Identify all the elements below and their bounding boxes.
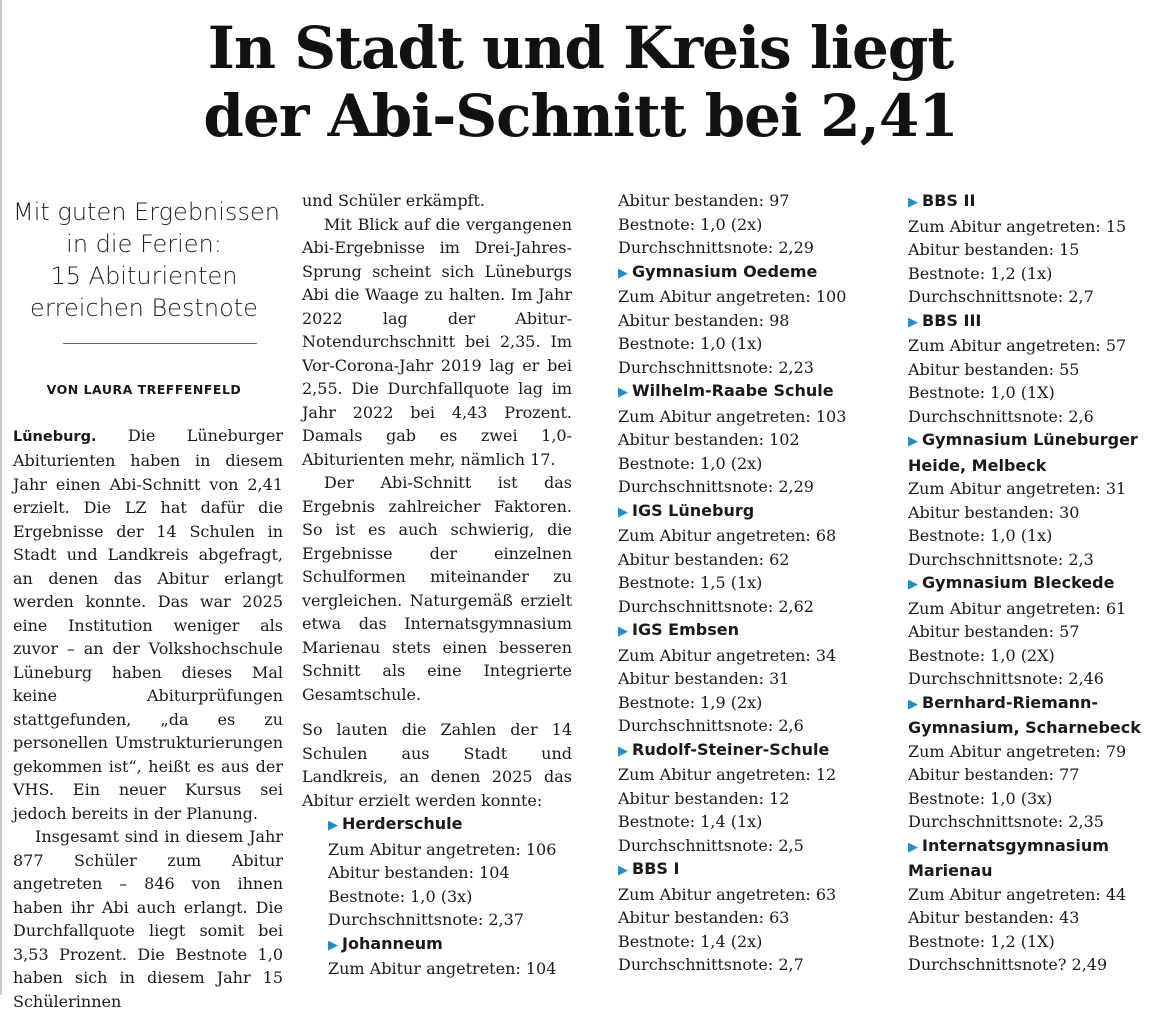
- subhead-line-1: Mit guten Ergebnissen: [13, 198, 280, 226]
- stat-bestnote: Bestnote: 1,0 (1X): [908, 383, 1055, 402]
- paragraph-history: Mit Blick auf die vergangenen Abi-Ergebnisse im Drei-Jahres-Sprung scheint sich Lüneburgs Abi die Waage zu halten. Im Jahr 2022 lag der Abitur-Notendurchschnitt bei 2,35. Im Vor-Corona-Jahr 2019 lag er bei 2,55. Die Durchfallquote lag im Jahr 2022 bei 4,43 Prozent. Damals gab es zwei 1,0-Abiturienten mehr, nämlich 17.: [302, 214, 572, 469]
- arrow-icon: ▶: [618, 863, 628, 878]
- column-1: [13, 196, 283, 1013]
- stat-angetreten: Zum Abitur angetreten: 61: [908, 598, 1127, 618]
- stat-bestnote: Bestnote: 1,4 (1x): [618, 812, 763, 831]
- subhead: [13, 196, 280, 324]
- divider: [63, 343, 257, 344]
- stat-angetreten: Zum Abitur angetreten: 31: [908, 479, 1127, 498]
- stat-bestanden: Abitur bestanden: 62: [618, 549, 790, 569]
- stat-bestnote: Bestnote: 1,0 (2x): [618, 214, 763, 234]
- arrow-icon: ▶: [618, 265, 628, 281]
- school-heading-marienau-line-2: Marienau: [908, 861, 993, 880]
- arrow-icon: ▶: [908, 195, 918, 210]
- stat-bestanden: Abitur bestanden: 63: [618, 908, 790, 927]
- stat-bestnote: Bestnote: 1,0 (1x): [618, 334, 763, 353]
- paragraph-totals-continued: und Schüler erkämpft.: [302, 191, 485, 210]
- stat-schnitt: Durchschnittsnote: 2,23: [618, 357, 814, 377]
- school-heading-heide-line-2: Heide, Melbeck: [908, 455, 1047, 475]
- arrow-icon: ▶: [908, 434, 918, 449]
- stat-schnitt: Durchschnittsnote: 2,6: [618, 716, 804, 735]
- stat-bestanden: Abitur bestanden: 102: [618, 430, 800, 449]
- stat-angetreten: Zum Abitur angetreten: 79: [908, 741, 1127, 761]
- stat-schnitt: Durchschnittsnote: 2,46: [908, 669, 1104, 688]
- school-heading-riemann-line-2: Gymnasium, Scharnebeck: [908, 718, 1141, 737]
- headline-line-1: In Stadt und Kreis liegt: [207, 14, 954, 82]
- stat-bestanden: Abitur bestanden: 77: [908, 765, 1080, 784]
- stat-bestanden: Abitur bestanden: 97: [618, 191, 790, 210]
- stat-angetreten: Zum Abitur angetreten: 44: [908, 884, 1127, 904]
- paragraph-intro: [13, 424, 283, 826]
- stat-schnitt: Durchschnittsnote? 2,49: [908, 955, 1108, 974]
- stat-bestnote: Bestnote: 1,0 (3x): [328, 886, 473, 906]
- stat-bestnote: Bestnote: 1,2 (1x): [908, 263, 1053, 283]
- stat-angetreten: Zum Abitur angetreten: 63: [618, 884, 837, 904]
- stat-bestnote: Bestnote: 1,5 (1x): [618, 573, 763, 592]
- school-heading-bbs2: ▶ BBS II: [908, 191, 976, 210]
- stat-bestanden: Abitur bestanden: 98: [618, 310, 790, 330]
- stat-schnitt: Durchschnittsnote: 2,29: [618, 238, 814, 257]
- arrow-icon: ▶: [328, 937, 338, 953]
- subhead-line-2: in die Ferien:: [66, 230, 222, 258]
- dateline: Lüneburg.: [13, 428, 97, 445]
- arrow-icon: ▶: [618, 624, 628, 639]
- school-heading-raabe: ▶ Wilhelm-Raabe Schule: [618, 381, 834, 400]
- stat-schnitt: Durchschnittsnote: 2,29: [618, 477, 814, 496]
- stat-angetreten: Zum Abitur angetreten: 103: [618, 406, 847, 426]
- stat-bestnote: Bestnote: 1,0 (2x): [618, 453, 763, 473]
- paragraph-list-intro: So lauten die Zahlen der 14 Schulen aus Stadt und Landkreis, an denen 2025 das Abitur erzielt werden konnte:: [302, 720, 572, 810]
- subhead-line-4: erreichen Bestnote: [30, 294, 258, 322]
- stat-angetreten: Zum Abitur angetreten: 12: [618, 765, 837, 784]
- stat-angetreten: Zum Abitur angetreten: 68: [618, 526, 837, 545]
- stat-bestnote: Bestnote: 1,4 (2x): [618, 931, 763, 951]
- school-heading-heide: ▶ Gymnasium Lüneburger: [908, 430, 1138, 449]
- stat-schnitt: Durchschnittsnote: 2,62: [618, 596, 814, 616]
- stat-angetreten: Zum Abitur angetreten: 104: [328, 959, 557, 978]
- stat-bestnote: Bestnote: 1,0 (1x): [908, 526, 1053, 545]
- arrow-icon: ▶: [328, 818, 338, 833]
- school-heading-bbs3: ▶ BBS III: [908, 310, 982, 330]
- arrow-icon: ▶: [618, 743, 628, 759]
- arrow-icon: ▶: [908, 696, 918, 712]
- stat-bestanden: Abitur bestanden: 104: [328, 863, 510, 882]
- stat-bestanden: Abitur bestanden: 31: [618, 669, 790, 688]
- school-heading-bleckede: ▶ Gymnasium Bleckede: [908, 573, 1115, 592]
- stat-bestanden: Abitur bestanden: 30: [908, 502, 1080, 522]
- stat-schnitt: Durchschnittsnote: 2,3: [908, 549, 1094, 569]
- stat-schnitt: Durchschnittsnote: 2,6: [908, 406, 1094, 426]
- arrow-icon: ▶: [908, 314, 918, 330]
- paragraph-factors: Der Abi-Schnitt ist das Ergebnis zahlreicher Faktoren. So ist es auch schwierig, die Ergebnisse der einzelnen Schulformen miteinander zu vergleichen. Naturgemäß erzielt etwa das Internatsgymnasium Marienau stets einen besseren Schnitt als eine Integrierte Gesamtschule.: [302, 473, 572, 704]
- stat-bestanden: Abitur bestanden: 55: [908, 359, 1080, 379]
- stat-bestnote: Bestnote: 1,9 (2x): [618, 692, 763, 712]
- school-heading-steiner: ▶ Rudolf-Steiner-Schule: [618, 739, 830, 759]
- stat-bestnote: Bestnote: 1,2 (1X): [908, 931, 1055, 951]
- byline: VON LAURA TREFFENFELD: [46, 382, 242, 397]
- headline: [0, 14, 1161, 150]
- stat-angetreten: Zum Abitur angetreten: 57: [908, 336, 1127, 355]
- stat-bestanden: Abitur bestanden: 57: [908, 622, 1080, 641]
- school-heading-riemann: ▶ Bernhard-Riemann-: [908, 692, 1099, 712]
- school-heading-oedeme: ▶ Gymnasium Oedeme: [618, 261, 818, 281]
- stat-angetreten: Zum Abitur angetreten: 106: [328, 839, 557, 859]
- school-heading-herderschule: ▶ Herderschule: [328, 814, 463, 833]
- school-heading-igs-embsen: ▶ IGS Embsen: [618, 620, 739, 639]
- school-heading-igs-lueneburg: ▶ IGS Lüneburg: [618, 500, 755, 520]
- spacer: [302, 706, 572, 718]
- paragraph-totals: Insgesamt sind in diesem Jahr 877 Schüler zum Abitur angetreten – 846 von ihnen haben ihr Abi auch erlangt. Die Durchfallquote liegt somit bei 3,53 Prozent. Die Bestnote 1,0 haben sich in diesem Jahr 15 Schülerinnen: [13, 827, 283, 1011]
- arrow-icon: ▶: [618, 385, 628, 400]
- column-4: [908, 189, 1153, 977]
- stat-schnitt: Durchschnittsnote: 2,7: [908, 287, 1094, 306]
- arrow-icon: ▶: [908, 577, 918, 592]
- paragraph-intro-text: Die Lüneburger Abiturienten haben in diesem Jahr einen Abi-Schnitt von 2,41 erzielt. Die LZ hat dafür die Ergebnisse der 14 Schulen in Stadt und Landkreis abgefragt, an denen das Abitur erlangt werden konnte. Das war 2025 eine Institution weniger als zuvor – an der Volkshochschule Lüneburg haben dieses Mal keine Abiturprüfungen stattgefunden, „da es zu personellen Umstrukturierungen gekommen ist“, heißt es aus der VHS. Ein neuer Kursus sei jedoch bereits in der Planung.: [13, 425, 283, 823]
- subhead-line-3: 15 Abiturienten: [50, 262, 238, 290]
- arrow-icon: ▶: [908, 839, 918, 855]
- stat-schnitt: Durchschnittsnote: 2,35: [908, 812, 1104, 831]
- column-2: [302, 189, 572, 981]
- stat-angetreten: Zum Abitur angetreten: 100: [618, 287, 847, 306]
- stat-bestanden: Abitur bestanden: 15: [908, 240, 1080, 259]
- stat-angetreten: Zum Abitur angetreten: 34: [618, 645, 837, 665]
- school-heading-johanneum: ▶ Johanneum: [328, 933, 443, 953]
- stat-bestnote: Bestnote: 1,0 (2X): [908, 645, 1055, 665]
- stat-bestnote: Bestnote: 1,0 (3x): [908, 788, 1053, 808]
- stat-schnitt: Durchschnittsnote: 2,5: [618, 835, 804, 855]
- stat-bestanden: Abitur bestanden: 43: [908, 908, 1080, 927]
- school-heading-bbs1: ▶ BBS I: [618, 859, 680, 878]
- school-heading-marienau: ▶ Internatsgymnasium: [908, 835, 1109, 855]
- column-3: [618, 189, 890, 977]
- headline-line-2: der Abi-Schnitt bei 2,41: [203, 82, 958, 150]
- arrow-icon: ▶: [618, 504, 628, 520]
- stat-schnitt: Durchschnittsnote: 2,7: [618, 955, 804, 974]
- stat-schnitt: Durchschnittsnote: 2,37: [328, 910, 524, 929]
- school-list-start: [302, 812, 572, 981]
- stat-bestanden: Abitur bestanden: 12: [618, 788, 790, 808]
- stat-angetreten: Zum Abitur angetreten: 15: [908, 216, 1127, 236]
